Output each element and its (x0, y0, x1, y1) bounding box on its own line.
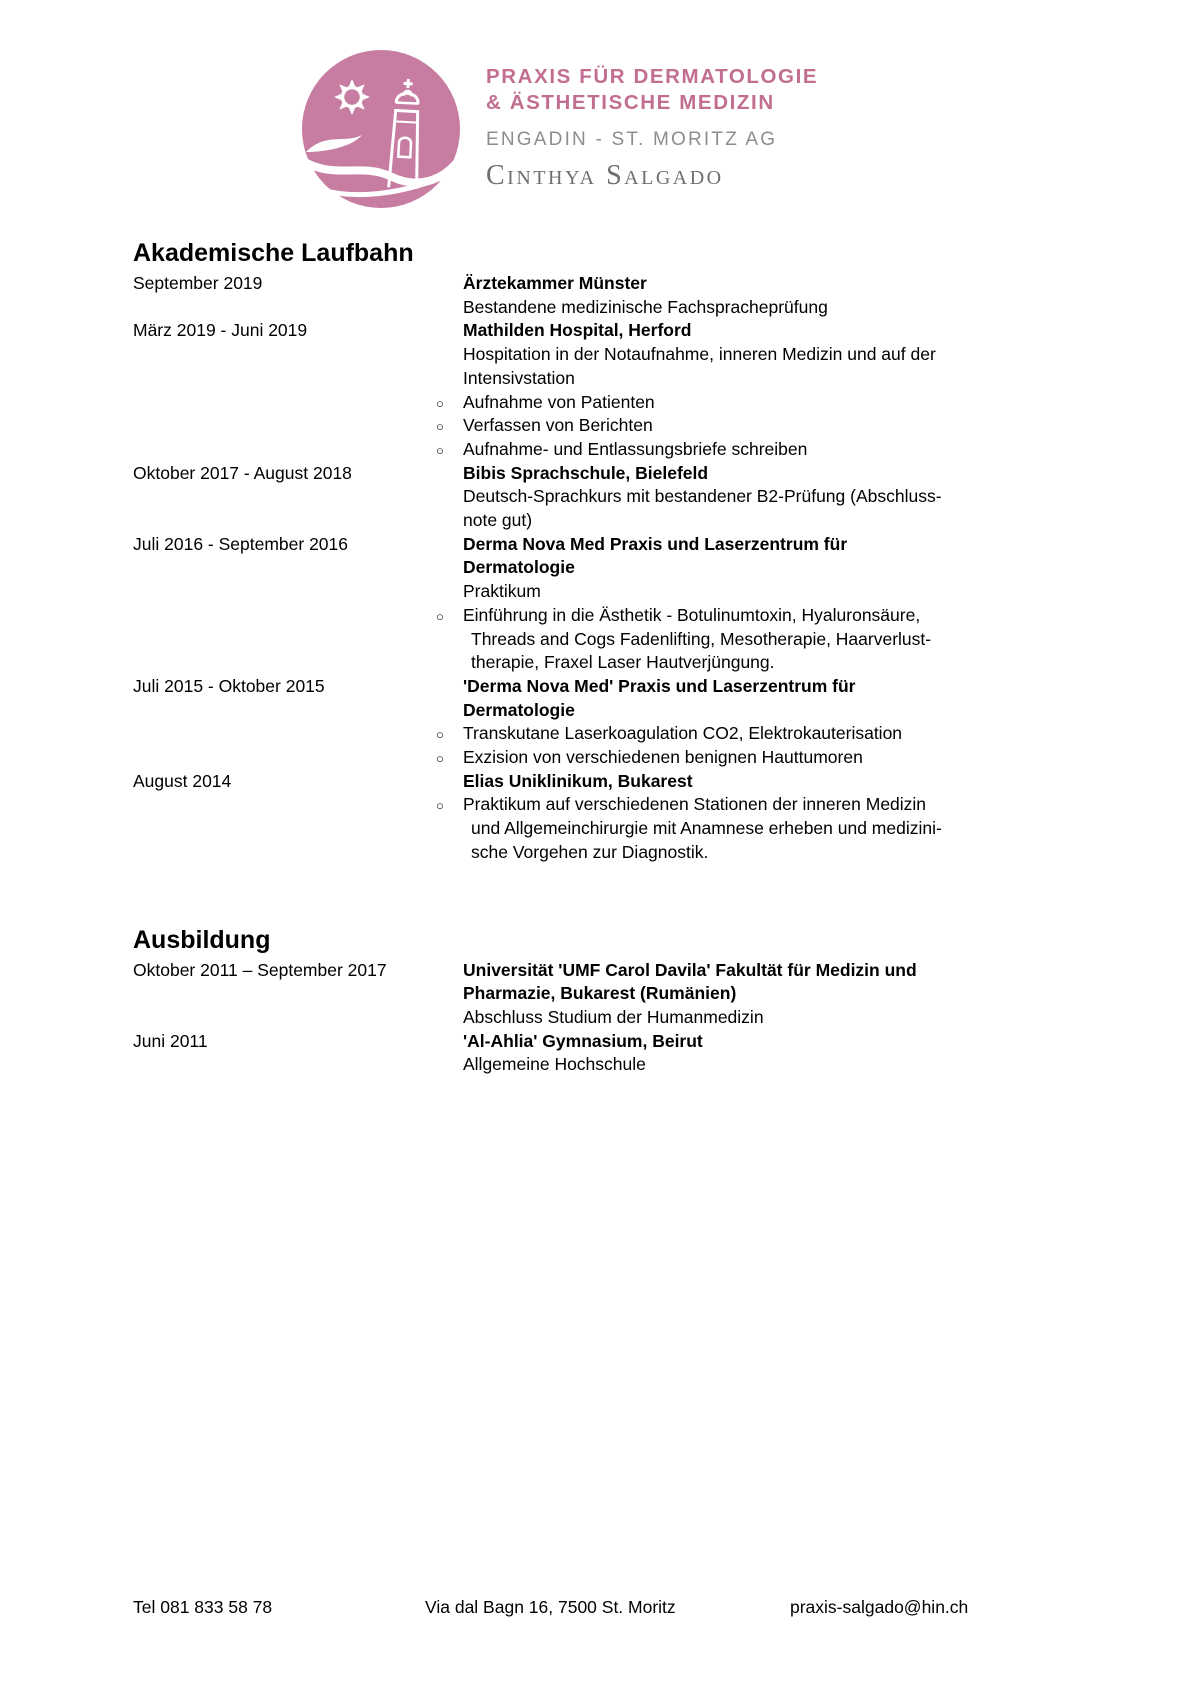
entry-organization: Dermatologie (463, 557, 575, 578)
entry-content (463, 959, 1123, 1030)
bullet-line: Threads and Cogs Fadenlifting, Mesotherapie, Haarverlust- (471, 628, 932, 649)
entry-organization: Dermatologie (463, 699, 575, 720)
bullet-text (463, 414, 1123, 438)
bullet-item (436, 414, 1123, 438)
section-title: Akademische Laufbahn (133, 239, 414, 267)
section-ausbildung (133, 925, 1123, 1078)
footer-phone: Tel 081 833 58 78 (133, 1597, 273, 1617)
circle-bullet-icon: ○ (436, 419, 444, 435)
practice-logo-church-mountain-sun-icon (300, 48, 462, 210)
bullet-item (436, 746, 1123, 770)
footer-address: Via dal Bagn 16, 7500 St. Moritz (425, 1597, 676, 1617)
entry-organization: Bibis Sprachschule, Bielefeld (463, 462, 709, 483)
bullet-item (436, 391, 1123, 415)
entry-content (463, 272, 1123, 319)
entry-date: Oktober 2011 – September 2017 (133, 959, 387, 980)
entry-description: Abschluss Studium der Humanmedizin (463, 1006, 764, 1027)
bullet-text (463, 722, 1123, 746)
page-footer (0, 1596, 1190, 1620)
entry-date: August 2014 (133, 770, 232, 791)
circle-bullet-icon: ○ (436, 395, 444, 411)
entry-date: Oktober 2017 - August 2018 (133, 462, 352, 483)
entry-organization: Elias Uniklinikum, Bukarest (463, 770, 693, 791)
entry-description: Allgemeine Hochschule (463, 1054, 646, 1075)
entry-content (463, 462, 1123, 533)
entry-description: Hospitation in der Notaufnahme, inneren Medizin und auf der (463, 344, 936, 365)
entry-description: note gut) (463, 510, 533, 531)
bullet-line: Transkutane Laserkoagulation CO2, Elektrokauterisation (463, 723, 903, 744)
section-title: Ausbildung (133, 925, 271, 954)
entry-date: Juli 2015 - Oktober 2015 (133, 675, 325, 696)
entry-content (463, 1030, 1123, 1077)
cv-entry (133, 533, 1123, 675)
entry-organization: Mathilden Hospital, Herford (463, 320, 692, 341)
brand-text-block (486, 48, 818, 192)
bullet-text (463, 438, 1123, 462)
entry-organization: Ärztekammer Münster (463, 273, 647, 293)
cv-entry (133, 1030, 1123, 1077)
cv-entry (133, 959, 1123, 1030)
cv-entry (133, 272, 1123, 319)
entry-organization: Universität 'UMF Carol Davila' Fakultät für Medizin und (463, 959, 917, 980)
bullet-line: Exzision von verschiedenen benignen Hauttumoren (463, 747, 863, 768)
bullet-text (463, 604, 1123, 675)
bullet-item (436, 793, 1123, 864)
brand-subtitle: ENGADIN - ST. MORITZ AG (486, 129, 778, 150)
entry-date: September 2019 (133, 273, 263, 293)
bullet-line: Praktikum auf verschiedenen Stationen der inneren Medizin (463, 794, 927, 815)
entry-date: Juli 2016 - September 2016 (133, 533, 348, 554)
brand-title (486, 64, 818, 116)
bullet-line: sche Vorgehen zur Diagnostik. (471, 841, 709, 862)
bullet-text (463, 391, 1123, 415)
entry-organization: 'Al-Ahlia' Gymnasium, Beirut (463, 1030, 703, 1051)
circle-bullet-icon: ○ (436, 798, 444, 814)
entry-organization: 'Derma Nova Med' Praxis und Laserzentrum für (463, 675, 856, 696)
bullet-item (436, 722, 1123, 746)
cv-entry (133, 675, 1123, 770)
entry-description: Deutsch-Sprachkurs mit bestandener B2-Prüfung (Abschluss- (463, 486, 942, 507)
bullet-item (436, 438, 1123, 462)
entry-date: März 2019 - Juni 2019 (133, 320, 308, 341)
cv-entry (133, 319, 1123, 461)
entry-description: Praktikum (463, 581, 541, 602)
entry-content (436, 533, 1123, 675)
entry-content (436, 319, 1123, 461)
section-akademische-laufbahn (133, 238, 1123, 865)
bullet-text (463, 793, 1123, 864)
bullet-line: Aufnahme- und Entlassungsbriefe schreiben (463, 438, 808, 459)
bullet-line: und Allgemeinchirurgie mit Anamnese erheben und medizini- (471, 818, 942, 839)
cv-body (133, 238, 1123, 1077)
circle-bullet-icon: ○ (436, 608, 444, 624)
entry-organization: Derma Nova Med Praxis und Laserzentrum für (463, 533, 848, 554)
entry-date: Juni 2011 (133, 1030, 208, 1051)
entry-content (436, 675, 1123, 770)
footer-email: praxis-salgado@hin.ch (790, 1597, 969, 1617)
entry-description: Bestandene medizinische Fachspracheprüfung (463, 296, 828, 317)
cv-entry (133, 462, 1123, 533)
entry-content (436, 770, 1123, 865)
entry-description: Intensivstation (463, 367, 575, 388)
circle-bullet-icon: ○ (436, 751, 444, 767)
brand-title-line2: & ÄSTHETISCHE MEDIZIN (486, 91, 775, 114)
entry-organization: Pharmazie, Bukarest (Rumänien) (463, 983, 737, 1004)
practice-header (300, 48, 818, 210)
bullet-text (463, 746, 1123, 770)
cv-entry (133, 770, 1123, 865)
bullet-line: Einführung in die Ästhetik - Botulinumtoxin, Hyaluronsäure, (463, 604, 921, 625)
bullet-line: therapie, Fraxel Laser Hautverjüngung. (471, 652, 775, 673)
brand-title-line1: PRAXIS FÜR DERMATOLOGIE (486, 65, 819, 88)
circle-bullet-icon: ○ (436, 442, 444, 458)
bullet-line: Aufnahme von Patienten (463, 391, 655, 412)
bullet-item (436, 604, 1123, 675)
bullet-line: Verfassen von Berichten (463, 415, 653, 436)
doctor-name: Cinthya Salgado (486, 160, 724, 191)
circle-bullet-icon: ○ (436, 727, 444, 743)
